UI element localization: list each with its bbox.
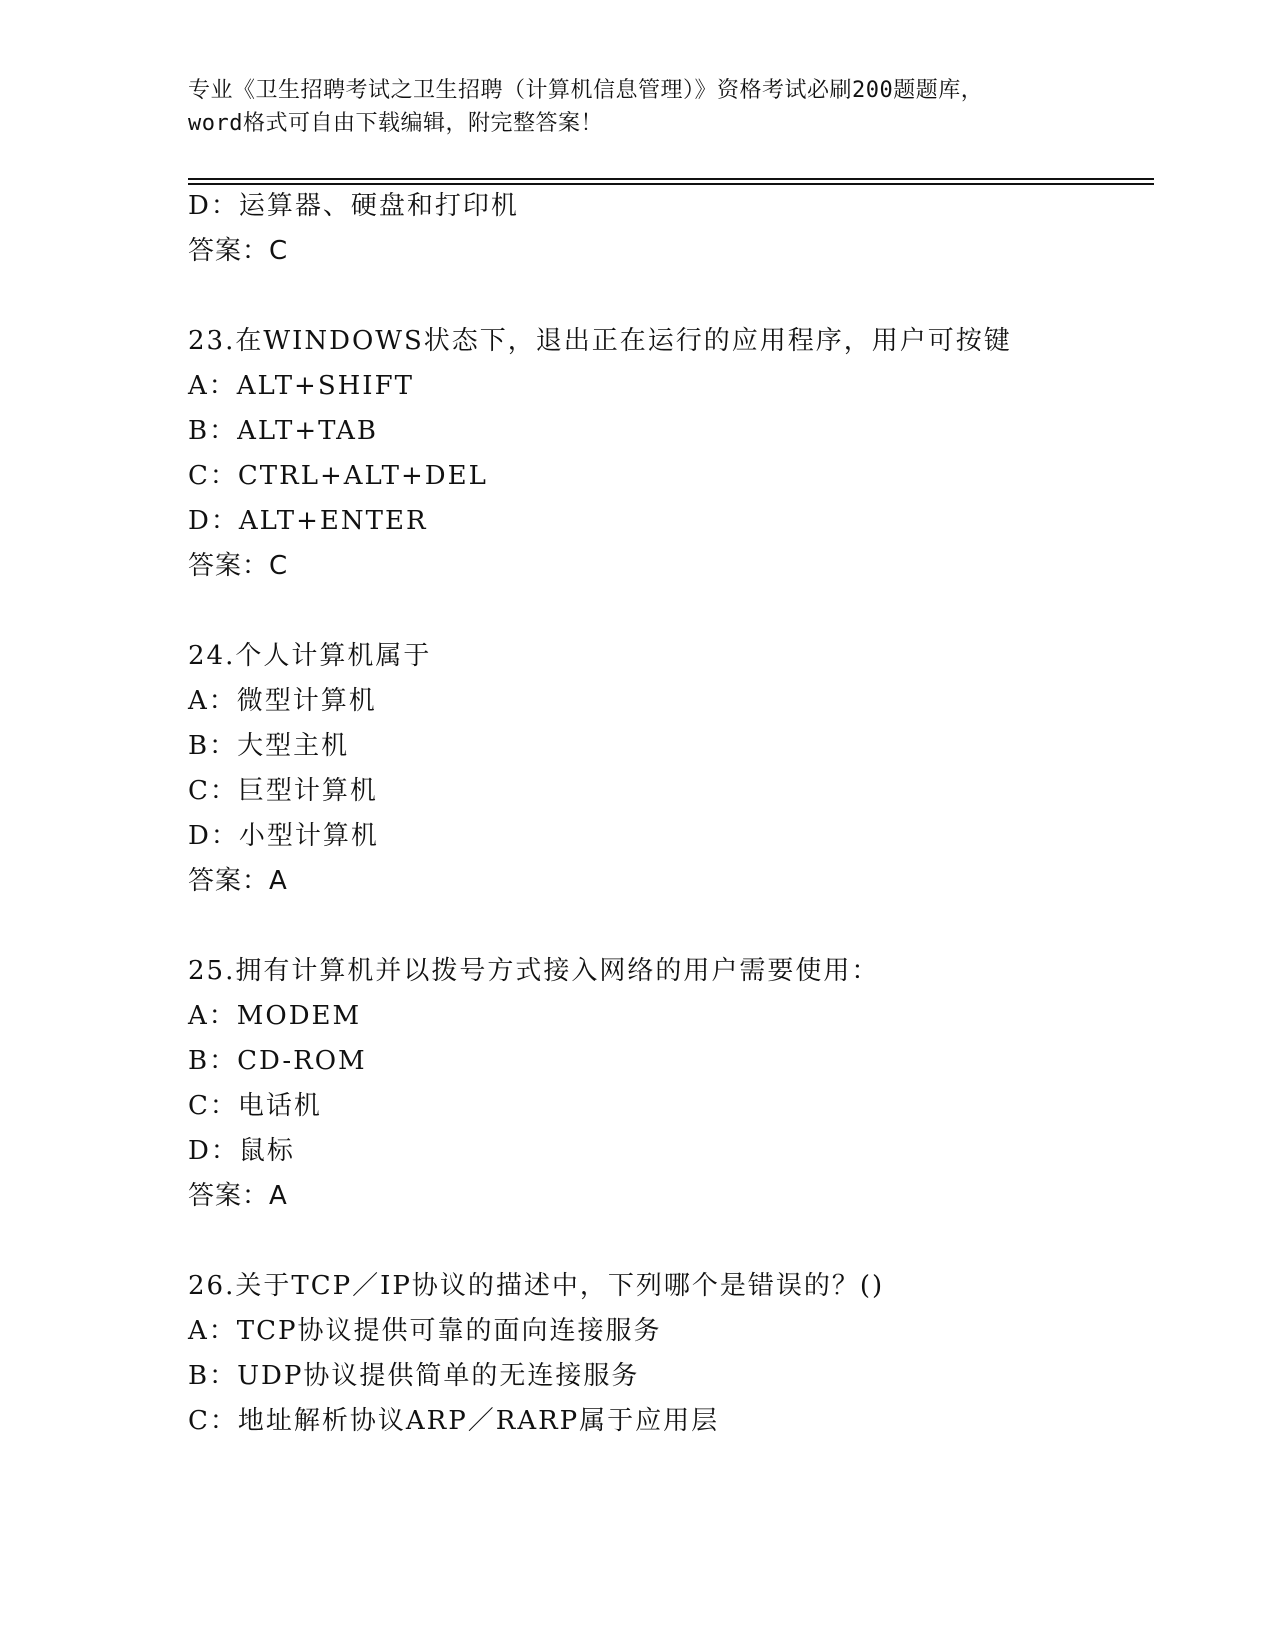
q23-question: 23.在WINDOWS状态下，退出正在运行的应用程序，用户可按键	[188, 326, 1012, 356]
q23-answer: 答案：C	[188, 551, 289, 581]
q26-option-a: A：TCP协议提供可靠的面向连接服务	[188, 1316, 662, 1346]
q25-question: 25.拥有计算机并以拨号方式接入网络的用户需要使用：	[188, 956, 880, 986]
prev-option-d: D：运算器、硬盘和打印机	[188, 191, 519, 221]
q25-option-a: A：MODEM	[188, 1001, 362, 1031]
header-divider-bottom	[188, 183, 1154, 185]
prev-answer: 答案：C	[188, 236, 289, 266]
q23-option-d: D：ALT+ENTER	[188, 506, 428, 536]
q25-option-c: C：电话机	[188, 1091, 322, 1121]
q26-option-b: B：UDP协议提供简单的无连接服务	[188, 1361, 640, 1391]
q25-answer: 答案：A	[188, 1181, 288, 1211]
q25-option-b: B：CD-ROM	[188, 1046, 367, 1076]
q24-question: 24.个人计算机属于	[188, 641, 432, 671]
q23-option-b: B：ALT+TAB	[188, 416, 378, 446]
header-divider-top	[188, 178, 1154, 180]
q26-question: 26.关于TCP／IP协议的描述中，下列哪个是错误的？()	[188, 1271, 885, 1301]
q24-answer: 答案：A	[188, 866, 288, 896]
q26-option-c: C：地址解析协议ARP／RARP属于应用层	[188, 1406, 720, 1436]
q23-option-a: A：ALT+SHIFT	[188, 371, 414, 401]
q24-option-b: B：大型主机	[188, 731, 350, 761]
q24-option-d: D：小型计算机	[188, 821, 379, 851]
q24-option-c: C：巨型计算机	[188, 776, 378, 806]
q23-option-c: C：CTRL+ALT+DEL	[188, 461, 488, 491]
document-header	[188, 74, 1088, 140]
q24-option-a: A：微型计算机	[188, 686, 377, 716]
header-title-line-1: 专业《卫生招聘考试之卫生招聘（计算机信息管理）》资格考试必刷200题题库，	[188, 78, 984, 103]
q25-option-d: D：鼠标	[188, 1136, 295, 1166]
header-title-line-2: word格式可自由下载编辑，附完整答案！	[188, 111, 603, 136]
